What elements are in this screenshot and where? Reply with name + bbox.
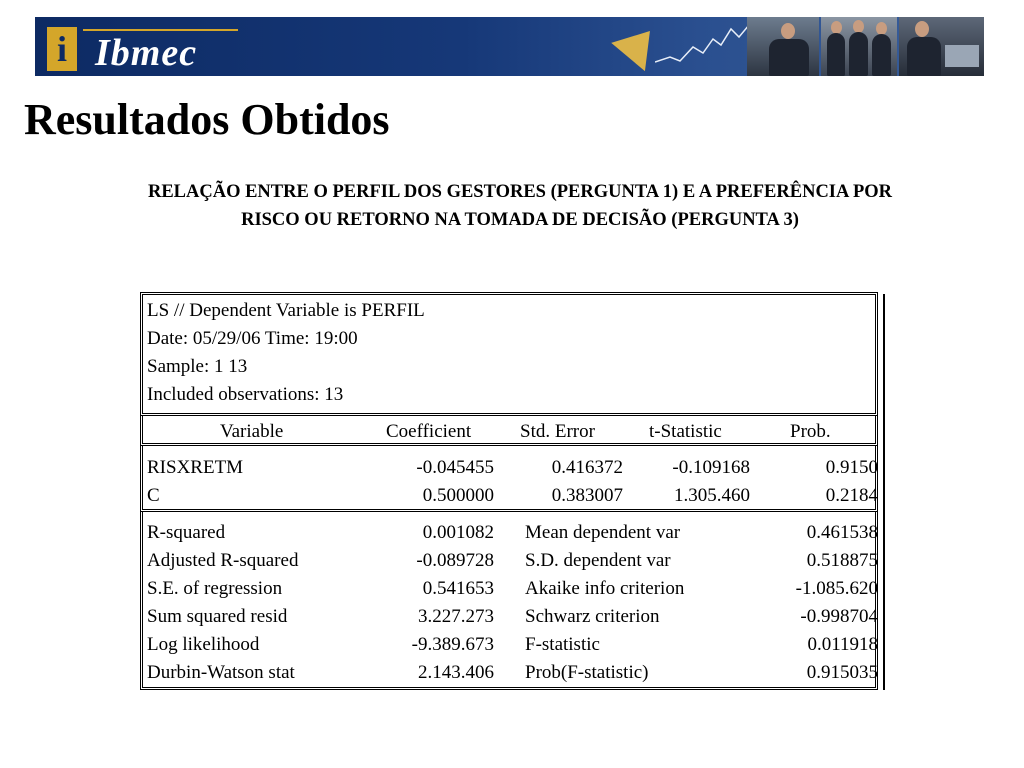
- regression-output: [140, 292, 886, 690]
- t-statistic-value: -0.109168: [672, 457, 750, 478]
- stat-value: -1.085.620: [795, 578, 878, 599]
- prob-value: 0.2184: [825, 485, 878, 506]
- stat-label: R-squared: [147, 522, 226, 543]
- stat-value: 3.227.273: [418, 606, 494, 627]
- stat-label: Akaike info criterion: [525, 578, 685, 599]
- stat-value: 0.011918: [807, 634, 878, 655]
- dependent-variable-line: LS // Dependent Variable is PERFIL: [147, 300, 425, 321]
- stat-label: Log likelihood: [147, 634, 260, 655]
- std-error-value: 0.383007: [551, 485, 623, 506]
- coefficients-box: [140, 446, 878, 512]
- stat-label: Durbin-Watson stat: [147, 662, 295, 683]
- column-header-prob: Prob.: [790, 421, 831, 442]
- header-banner: [35, 17, 984, 76]
- stat-label: Adjusted R-squared: [147, 550, 299, 571]
- column-header-coefficient: Coefficient: [386, 421, 472, 442]
- stat-value: -0.089728: [416, 550, 494, 571]
- coefficient-value: 0.500000: [422, 485, 494, 506]
- stat-value: 0.541653: [422, 578, 494, 599]
- logo-text: Ibmec: [95, 32, 198, 74]
- stat-value: 0.518875: [806, 550, 878, 571]
- stat-label: F-statistic: [525, 634, 600, 655]
- date-time-line: Date: 05/29/06 Time: 19:00: [147, 328, 358, 349]
- observations-line: Included observations: 13: [147, 384, 344, 405]
- variable-name: RISXRETM: [147, 457, 244, 478]
- t-statistic-value: 1.305.460: [674, 485, 750, 506]
- slide-subtitle: [40, 178, 1000, 234]
- business-photo-3: [899, 17, 984, 76]
- business-photo-1: [747, 17, 819, 76]
- logo-letter: i: [56, 29, 67, 69]
- stat-label: S.E. of regression: [147, 578, 283, 599]
- column-header-variable: Variable: [220, 421, 284, 442]
- subtitle-line-2: RISCO OU RETORNO NA TOMADA DE DECISÃO (PERGUNTA 3): [241, 210, 799, 230]
- std-error-value: 0.416372: [551, 457, 623, 478]
- stat-value: 2.143.406: [418, 662, 494, 683]
- table-shadow: [883, 294, 885, 690]
- stat-value: 0.461538: [806, 522, 878, 543]
- sample-line: Sample: 1 13: [147, 356, 248, 377]
- business-photo-2: [821, 17, 897, 76]
- logo-mark: [47, 27, 77, 71]
- stat-label: Sum squared resid: [147, 606, 288, 627]
- stat-label: Prob(F-statistic): [525, 662, 649, 683]
- stat-value: -9.389.673: [411, 634, 494, 655]
- column-header-std-error: Std. Error: [520, 421, 595, 442]
- coefficient-value: -0.045455: [416, 457, 494, 478]
- stat-label: Schwarz criterion: [525, 606, 660, 627]
- page-title: Resultados Obtidos: [24, 95, 390, 144]
- column-header-t-statistic: t-Statistic: [649, 421, 722, 442]
- stat-value: 0.915035: [806, 662, 878, 683]
- subtitle-line-1: RELAÇÃO ENTRE O PERFIL DOS GESTORES (PERGUNTA 1) E A PREFERÊNCIA POR: [147, 182, 893, 202]
- variable-name: C: [147, 485, 160, 506]
- stat-value: -0.998704: [800, 606, 878, 627]
- stat-value: 0.001082: [422, 522, 494, 543]
- prob-value: 0.9150: [825, 457, 878, 478]
- stat-label: Mean dependent var: [525, 522, 681, 543]
- stat-label: S.D. dependent var: [525, 550, 671, 571]
